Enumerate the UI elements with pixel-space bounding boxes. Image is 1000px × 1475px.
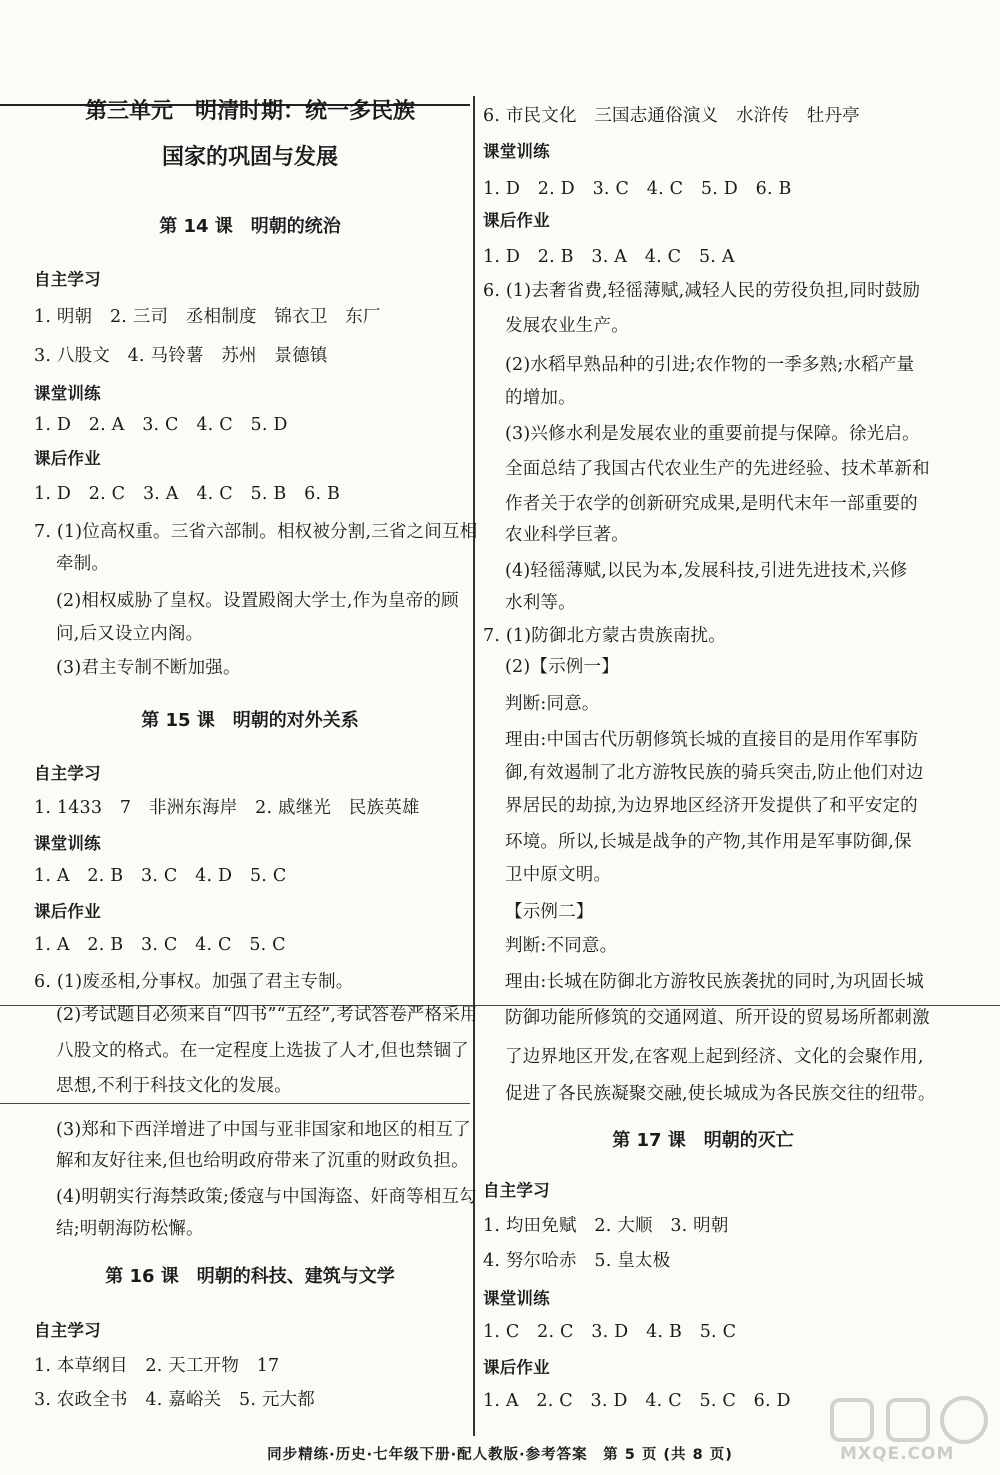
section-heading: 自主学习	[34, 1321, 101, 1340]
section-heading: 自主学习	[34, 270, 101, 289]
answer-line: 判断:不同意。	[505, 936, 618, 956]
answer-line: 水利等。	[505, 593, 576, 613]
answer-line: 发展农业生产。	[505, 316, 629, 336]
answer-line: 结;明朝海防松懈。	[56, 1219, 204, 1239]
answer-line: (3)兴修水利是发展农业的重要前提与保障。徐光启。	[505, 424, 920, 444]
scan-line-2	[0, 1103, 470, 1104]
answer-line: 1. 1433 7 非洲东海岸 2. 戚继光 民族英雄	[34, 798, 420, 818]
answer-line: (2)水稻早熟品种的引进;农作物的一季多熟;水稻产量	[505, 355, 915, 375]
answer-line: (4)明朝实行海禁政策;倭寇与中国海盗、奸商等相互勾	[56, 1187, 477, 1207]
answer-line: 卫中原文明。	[505, 865, 612, 885]
answer-line: 7. (1)位高权重。三省六部制。相权被分割,三省之间互相	[34, 522, 478, 542]
answer-line: 全面总结了我国古代农业生产的先进经验、技术革新和	[505, 459, 930, 479]
section-heading: 课后作业	[483, 211, 550, 230]
answer-line: (2)相权威胁了皇权。设置殿阁大学士,作为皇帝的顾	[56, 591, 459, 611]
answer-line: 理由:长城在防御北方游牧民族袭扰的同时,为巩固长城	[505, 972, 924, 992]
lesson-title: 第 17 课 明朝的灭亡	[612, 1130, 794, 1151]
answer-line: 1. 均田免赋 2. 大顺 3. 明朝	[483, 1216, 729, 1236]
section-heading: 课后作业	[483, 1358, 550, 1377]
answer-line: (4)轻徭薄赋,以民为本,发展科技,引进先进技术,兴修	[505, 561, 908, 581]
section-heading: 课堂训练	[483, 142, 550, 161]
answer-line: 思想,不利于科技文化的发展。	[56, 1076, 292, 1096]
answer-line: 6. (1)废丞相,分事权。加强了君主专制。	[34, 972, 354, 992]
answer-line: 牵制。	[56, 554, 110, 574]
lesson-title: 第 14 课 明朝的统治	[159, 216, 341, 237]
answer-line: 1. D 2. B 3. A 4. C 5. A	[483, 247, 735, 267]
lesson-title: 第 16 课 明朝的科技、建筑与文学	[105, 1266, 395, 1287]
answer-line: 4. 努尔哈赤 5. 皇太极	[483, 1251, 671, 1271]
answer-line: 八股文的格式。在一定程度上选拔了人才,但也禁锢了	[56, 1041, 469, 1061]
answer-line: 1. D 2. A 3. C 4. C 5. D	[34, 415, 288, 435]
answer-line: 6. 市民文化 三国志通俗演义 水浒传 牡丹亭	[483, 106, 860, 126]
section-heading: 课后作业	[34, 449, 101, 468]
answer-line: 7. (1)防御北方蒙古贵族南扰。	[483, 626, 726, 646]
unit-title-line2: 国家的巩固与发展	[161, 145, 338, 170]
answer-line: 3. 八股文 4. 马铃薯 苏州 景德镇	[34, 346, 328, 366]
answer-line: 环境。所以,长城是战争的产物,其作用是军事防御,保	[505, 832, 912, 852]
watermark-logo	[826, 1392, 994, 1470]
section-heading: 自主学习	[483, 1181, 550, 1200]
lesson-title: 第 15 课 明朝的对外关系	[141, 710, 359, 731]
section-heading: 课堂训练	[483, 1289, 550, 1308]
answer-line: 1. 明朝 2. 三司 丞相制度 锦衣卫 东厂	[34, 307, 381, 327]
answer-line: 界居民的劫掠,为边界地区经济开发提供了和平安定的	[505, 796, 918, 816]
section-heading: 课堂训练	[34, 384, 101, 403]
watermark-icon	[826, 1392, 994, 1452]
answer-line: 作者关于农学的创新研究成果,是明代末年一部重要的	[505, 494, 918, 514]
answer-line: 促进了各民族凝聚交融,使长城成为各民族交往的纽带。	[505, 1084, 936, 1104]
answer-line: (3)君主专制不断加强。	[56, 658, 241, 678]
answer-line: (2)【示例一】	[505, 657, 619, 677]
unit-title-line1: 第三单元 明清时期：统一多民族	[84, 99, 415, 124]
answer-line: 1. A 2. C 3. D 4. C 5. C 6. D	[483, 1391, 791, 1411]
column-divider	[473, 96, 475, 1436]
answer-line: 1. D 2. C 3. A 4. C 5. B 6. B	[34, 484, 341, 504]
page-footer: 同步精练·历史·七年级下册·配人教版·参考答案 第 5 页 (共 8 页)	[267, 1447, 733, 1463]
answer-line: 1. 本草纲目 2. 天工开物 17	[34, 1356, 280, 1376]
answer-line: 问,后又设立内阁。	[56, 624, 204, 644]
answer-line: 1. A 2. B 3. C 4. D 5. C	[34, 866, 287, 886]
answer-line: 判断:同意。	[505, 694, 600, 714]
answer-line: 1. D 2. D 3. C 4. C 5. D 6. B	[483, 179, 792, 199]
section-heading: 自主学习	[34, 764, 101, 783]
answer-line: 1. C 2. C 3. D 4. B 5. C	[483, 1322, 737, 1342]
answer-line: 解和友好往来,但也给明政府带来了沉重的财政负担。	[56, 1151, 469, 1171]
answer-line: 【示例二】	[505, 902, 594, 922]
answer-line: 御,有效遏制了北方游牧民族的骑兵突击,防止他们对边	[505, 763, 924, 783]
section-heading: 课堂训练	[34, 834, 101, 853]
answer-line: (3)郑和下西洋增进了中国与亚非国家和地区的相互了	[56, 1120, 471, 1140]
answer-line: 理由:中国古代历朝修筑长城的直接目的是用作军事防	[505, 730, 919, 750]
answer-line: 1. A 2. B 3. C 4. C 5. C	[34, 935, 286, 955]
answer-line: 农业科学巨著。	[505, 525, 629, 545]
watermark-text: MXQE.COM	[840, 1444, 955, 1464]
answer-line: 防御功能所修筑的交通网道、所开设的贸易场所都刺激	[505, 1008, 930, 1028]
answer-line: 3. 农政全书 4. 嘉峪关 5. 元大都	[34, 1390, 315, 1410]
answer-line: (2)考试题目必须来自“四书”“五经”,考试答卷严格采用	[56, 1005, 478, 1025]
section-heading: 课后作业	[34, 902, 101, 921]
answer-line: 了边界地区开发,在客观上起到经济、文化的会聚作用,	[505, 1047, 924, 1067]
answer-line: 6. (1)去奢省费,轻徭薄赋,减轻人民的劳役负担,同时鼓励	[483, 281, 921, 301]
answer-line: 的增加。	[505, 388, 576, 408]
